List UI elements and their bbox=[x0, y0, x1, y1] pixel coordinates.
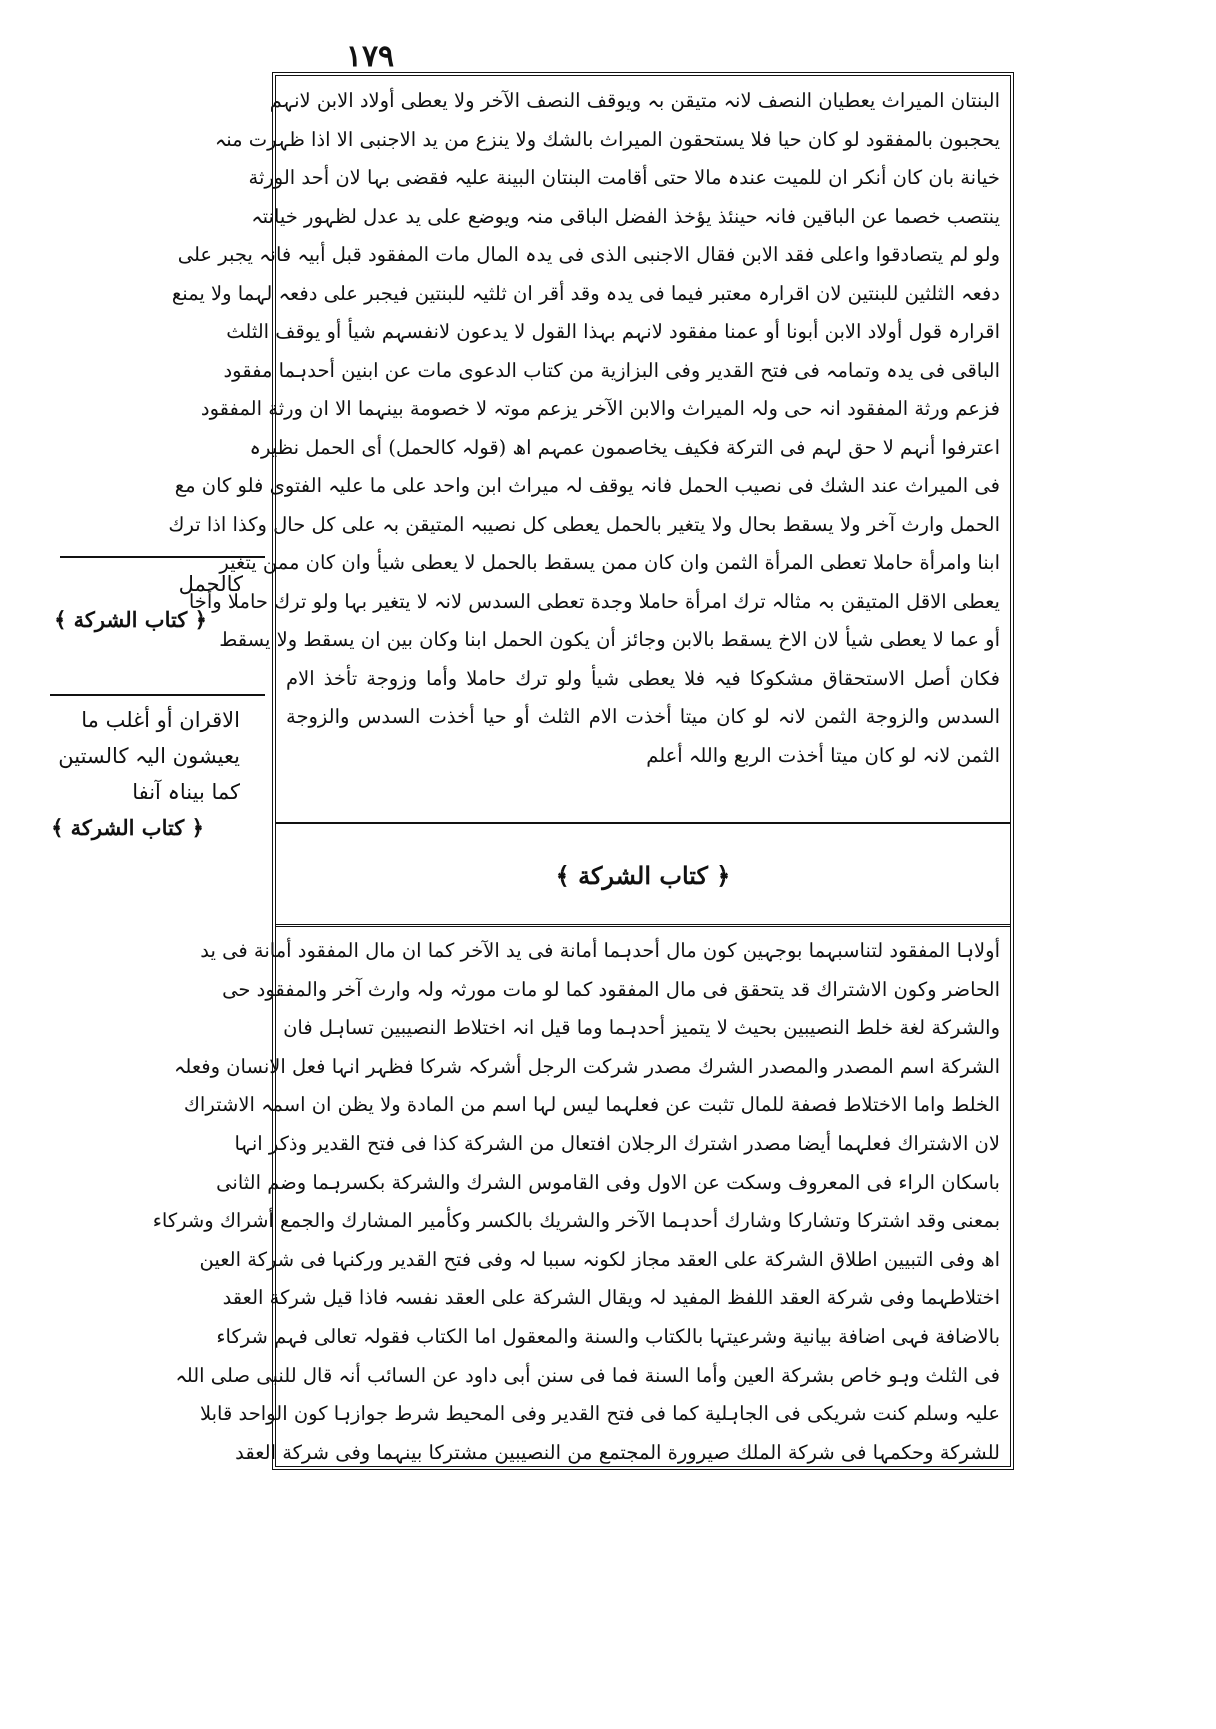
text-line: الحمل وارث آخر ولا یسقط بحال ولا یتغیر بالحمل یعطی کل نصیبہ المتیقن بہ علی کل حال وکذا اذا ترك bbox=[168, 512, 1000, 536]
text-line: اعترفوا أنہم لا حق لہم فی الترکة فکیف یخاصمون عمہم اھ (قولہ کالحمل) أی الحمل نظیرہ bbox=[249, 435, 1000, 459]
text-line: علیہ وسلم کنت شریکی فی الجاہلیة کما فی فتح القدیر وفی المحیط شرط جوازہا کون الواحد قابلا bbox=[199, 1402, 1000, 1426]
text-line: ولو لم یتصادقوا واعلی فقد الابن فقال الاجنبی الذی فی یدہ المال مات المفقود قبل أبیہ فانہ یجبر علی bbox=[177, 243, 1000, 266]
text-line: ینتصب خصما عن الباقین فانہ حینئذ یؤخذ الفضل الباقی منہ ویوضع علی ید عدل لظہور خیانتہ bbox=[251, 204, 1000, 228]
text-line: الخلط واما الاختلاط فصفة للمال تثبت عن فعلہما لیس لہا اسم من المادة ولا یظن ان اسمہ الاشتراك bbox=[183, 1093, 1000, 1117]
margin-line: کالحمل bbox=[178, 572, 243, 596]
margin-rule bbox=[50, 694, 265, 696]
text-line: بمعنی وقد اشترکا وتشارکا وشارك أحدہما الآخر والشریك بالکسر وکأمیر المشارك والجمع أشراك وشرکاء bbox=[152, 1209, 1000, 1233]
text-line: للشرکة وحکمہا فی شرکة الملك صیرورة المجتمع من النصیبین مشترکا بینہما وفی شرکة العقد bbox=[235, 1440, 1000, 1464]
page-number: ١٧٩ bbox=[345, 39, 395, 74]
text-line: اختلاطہما وفی شرکة العقد اللفظ المفید لہ ویقال الشرکة علی العقد نفسہ فاذا قیل شرکة العقد bbox=[222, 1286, 1000, 1310]
text-line: الباقی فی یدہ وتمامہ فی فتح القدیر وفی البزازیة من کتاب الدعوی مات عن ابنین أحدہما مفقود bbox=[223, 358, 1000, 382]
text-line: اقرارہ قول أولاد الابن أبونا أو عمنا مفقود لانہم بہذا القول لا یدعون لانفسہم شیأ أو یوقف الثلث bbox=[226, 320, 1000, 343]
text-line: بالاضافة فہی اضافة بیانیة وشرعیتہا بالکتاب والسنة والمعقول اما الکتاب فقولہ تعالی فہم شرکاء bbox=[216, 1324, 1000, 1348]
text-line: الحاضر وکون الاشتراك قد یتحقق فی مال المفقود کما لو مات مورثہ ولہ وارث آخر والمفقود حی bbox=[222, 977, 1000, 1001]
text-line: فکان أصل الاستحقاق مشکوکا فیہ فلا یعطی شیأ ولو ترك حاملا وأما وزوجة تأخذ الام bbox=[286, 666, 1000, 690]
margin-note bbox=[18, 566, 243, 638]
section-header bbox=[276, 826, 1010, 927]
text-line: ابنا وامرأة حاملا تعطی المرأة الثمن وان کان ممن یسقط بالحمل لا یعطی شیأ وان کان ممن یتغیر bbox=[219, 551, 1000, 574]
text-line: یحجبون بالمفقود لو کان حیا فلا یستحقون المیراث بالشك ولا ینزع من ید الاجنبی الا اذا ظہرت منہ bbox=[214, 127, 1000, 151]
text-line: اھ وفی التبیین اطلاق الشرکة علی العقد مجاز لکونہ سببا لہ وفی فتح القدیر ورکنہا فی شرکة العین bbox=[199, 1247, 1000, 1271]
text-line: فزعم ورثة المفقود انہ حی ولہ المیراث والابن الآخر یزعم موتہ لا خصومة بینہما الا ان ورثة المفقود bbox=[200, 397, 1000, 420]
text-line: البنتان المیراث یعطیان النصف لانہ متیقن بہ ویوقف النصف الآخر ولا یعطی أولاد الابن لانہم bbox=[269, 89, 1000, 112]
commentary-top-section bbox=[168, 82, 1000, 775]
text-line: فی المیراث عند الشك فی نصیب الحمل فانہ یوقف لہ میراث ابن واحد علی ما علیہ الفتوی فلو کان مع bbox=[174, 474, 1000, 497]
section-title: ﴿ کتاب الشرکة ﴾ bbox=[555, 860, 731, 890]
text-line: فی الثلث وہو خاص بشرکة العین وأما السنة فما فی سنن أبی داود عن السائب أنہ قال للنبی صلی اللہ bbox=[175, 1363, 1000, 1387]
text-line: والشرکة لغة خلط النصیبین بحیث لا یتمیز أحدہما وما قیل انہ اختلاط النصیبین تساہل فان bbox=[283, 1016, 1000, 1040]
margin-line: کما بیناہ آنفا bbox=[132, 780, 240, 804]
text-line: دفعہ الثلثین للبنتین لان اقرارہ معتبر فیما فی یدہ وقد أقر ان ثلثیہ للبنتین فیجبر علی دفعہ لہما ولا یمنع bbox=[171, 281, 1000, 305]
text-line: أو عما لا یعطی شیأ لان الاخ یسقط بالابن وجائز أن یکون الحمل ابنا وکان بین ان یسقط ولا یسقط bbox=[219, 628, 1000, 651]
margin-rule bbox=[60, 556, 265, 558]
margin-title: ﴿ کتاب الشرکة ﴾ bbox=[54, 607, 207, 632]
text-line: لان الاشتراك فعلہما أیضا مصدر اشترك الرجلان افتعال من الشرکة کذا فی فتح القدیر وذکر انہا bbox=[234, 1131, 1000, 1155]
margin-line: الاقران أو أغلب ما bbox=[81, 708, 240, 732]
text-line: الثمن لانہ لو کان میتا أخذت الربع واللہ أعلم bbox=[646, 743, 1000, 767]
margin-note bbox=[15, 702, 240, 846]
text-line: باسکان الراء فی المعروف وسکت عن الاول وفی القاموس الشرك والشرکة بکسرہما وضم الثانی bbox=[216, 1170, 1000, 1194]
section-divider bbox=[276, 822, 1010, 824]
text-line: أولاہا المفقود لتناسبہما بوجہین کون مال أحدہما أمانة فی ید الآخر کما ان مال المفقود أمانة فی ید bbox=[200, 939, 1000, 962]
margin-title: ﴿ کتاب الشرکة ﴾ bbox=[51, 815, 204, 840]
commentary-bottom-section bbox=[152, 932, 1000, 1472]
text-line: السدس والزوجة الثمن لانہ لو کان میتا أخذت الام الثلث أو حیا أخذت السدس والزوجة bbox=[286, 705, 1000, 728]
text-line: خیانة بان کان أنکر ان للمیت عندہ مالا حتی أقامت البنتان البینة علیہ فقضی بہا لان أحد الورثة bbox=[248, 166, 1000, 189]
text-line: یعطی الاقل المتیقن بہ مثالہ ترك امرأة حاملا وجدة تعطی السدس لانہ لا یتغیر بہا ولو ترك حاملا وأخا bbox=[188, 589, 1000, 613]
text-line: الشرکة اسم المصدر والمصدر الشرك مصدر شرکت الرجل أشرکہ شرکا فظہر انہا فعل الانسان وفعلہ bbox=[173, 1054, 1000, 1078]
margin-line: یعیشون الیہ کالستین bbox=[58, 744, 240, 768]
